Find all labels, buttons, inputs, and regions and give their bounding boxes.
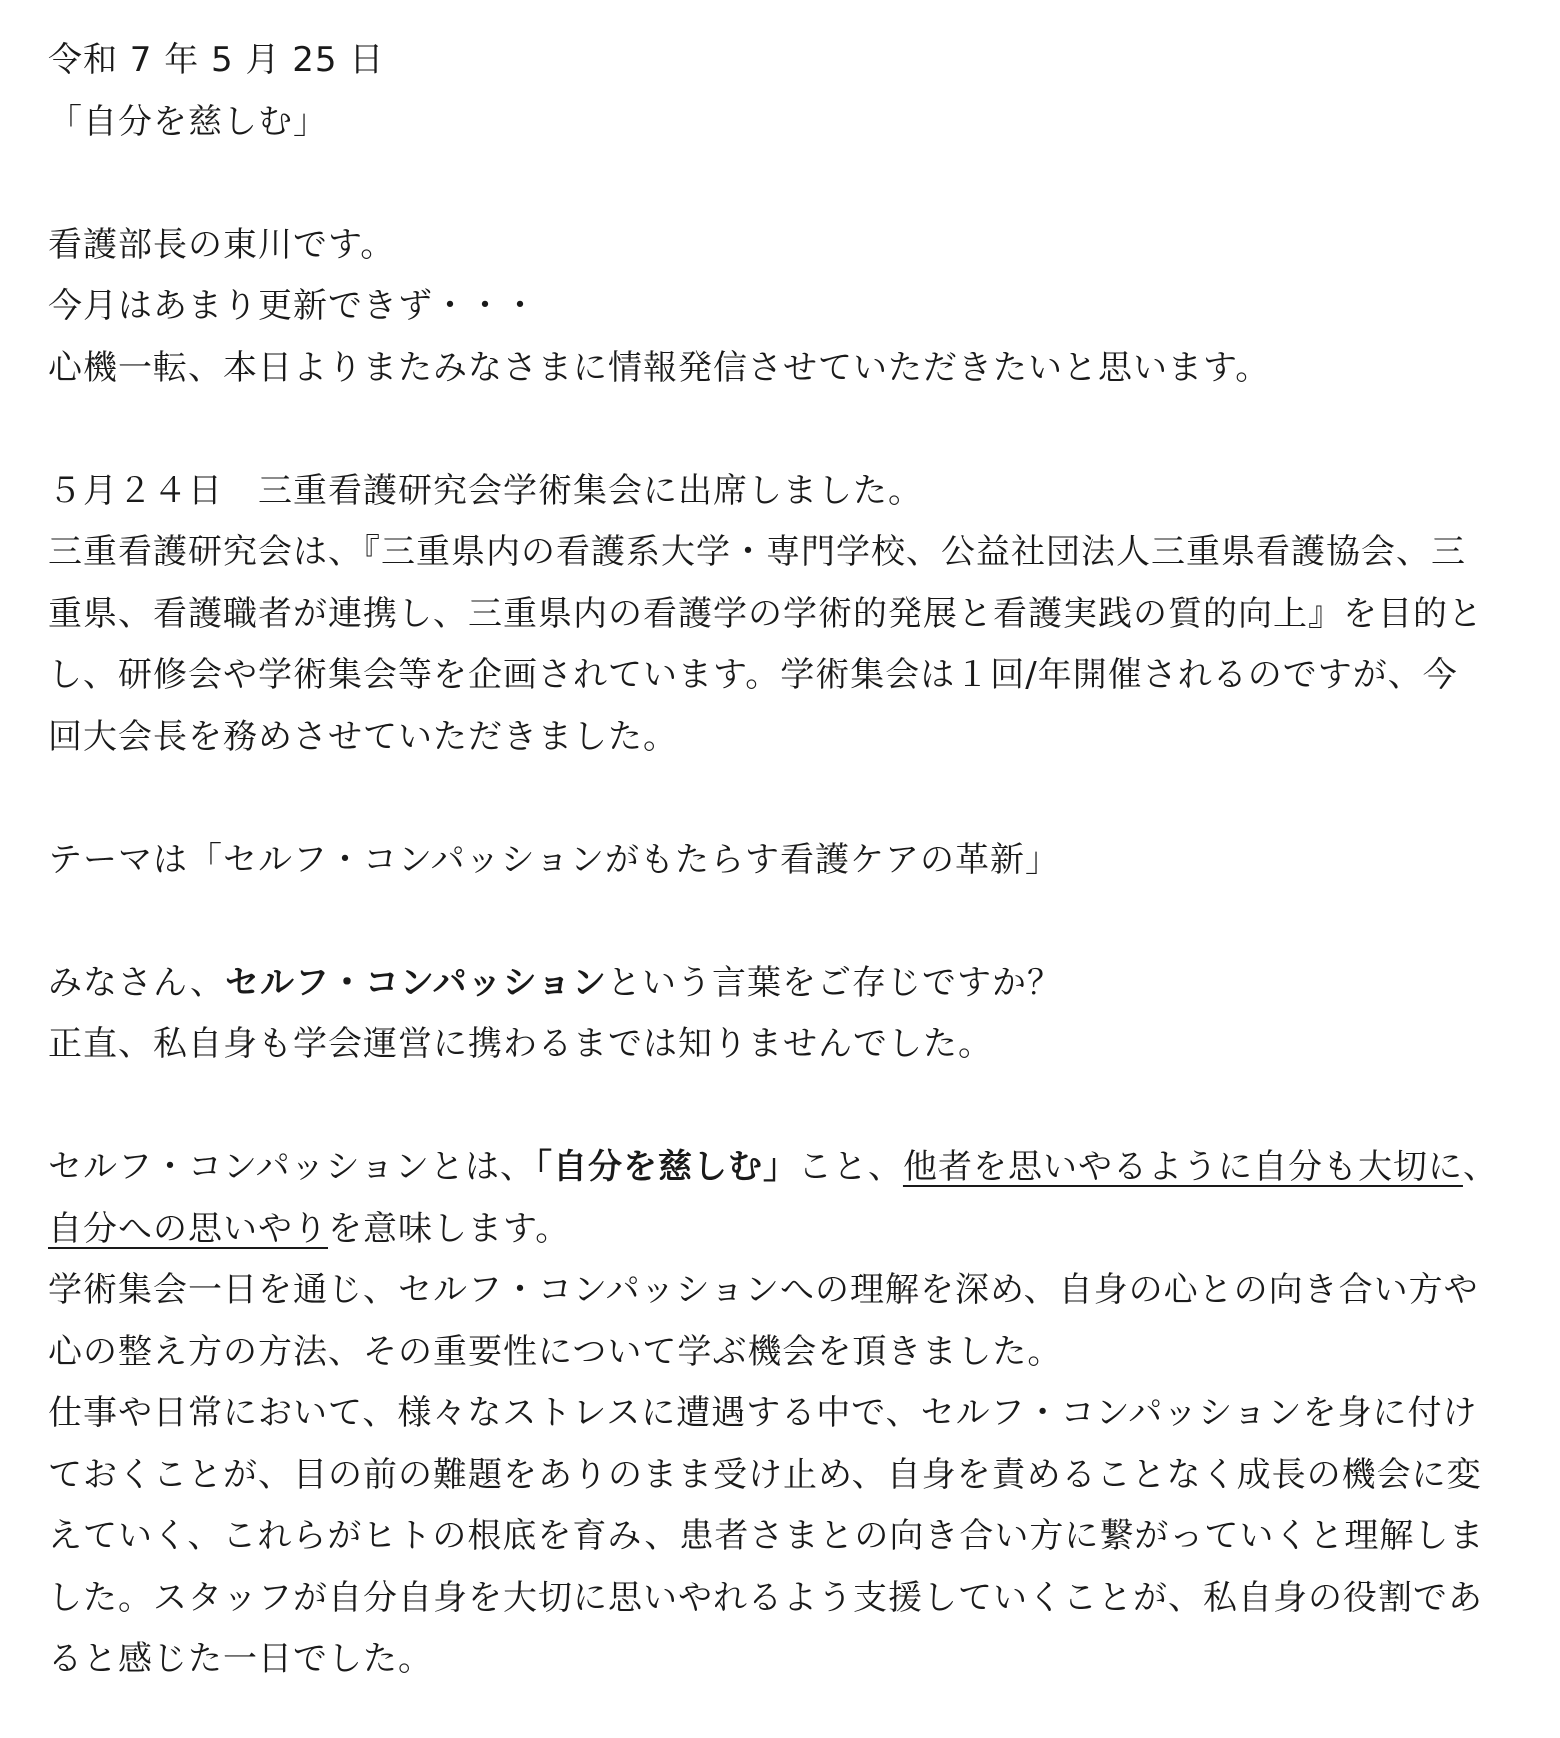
definition-text: セルフ・コンパッションとは、 — [48, 1147, 535, 1187]
intro-line: 心機一転、本日よりまたみなさまに情報発信させていただきたいと思います。 — [48, 347, 1271, 388]
blog-post — [48, 30, 1508, 1691]
definition-bold-term: 「自分を慈しむ」 — [534, 1147, 798, 1187]
honest-line: 正直、私自身も学会運営に携わるまでは知りませんでした。 — [48, 1024, 993, 1064]
definition-underline: 他者を思いやるように自分も大切に — [902, 1147, 1463, 1187]
definition-line — [48, 1137, 1508, 1199]
spacer — [48, 891, 1508, 953]
question-bold-term: セルフ・コンパッション — [225, 962, 607, 1003]
event-line: 回大会長を務めさせていただきました。 — [48, 716, 678, 757]
question-text: みなさん、 — [48, 962, 226, 1003]
definition-underline: 自分への思いやり — [48, 1208, 328, 1249]
closing-line: 仕事や日常において、様々なストレスに遭遇する中で、セルフ・コンパッションを身に付け — [48, 1393, 1478, 1433]
event-line: ５月２４日 三重看護研究会学術集会に出席しました。 — [48, 470, 923, 511]
definition-text: こと、 — [797, 1147, 903, 1187]
closing-line: ると感じた一日でした。 — [48, 1639, 433, 1679]
event-line: 三重看護研究会は、『三重県内の看護系大学・専門学校、公益社団法人三重県看護協会、三 — [48, 532, 1466, 572]
theme-line: テーマは「セルフ・コンパッションがもたらす看護ケアの革新」 — [48, 839, 1060, 880]
closing-line: 心の整え方の方法、その重要性について学ぶ機会を頂きました。 — [48, 1331, 1063, 1372]
spacer — [48, 399, 1508, 461]
closing-line: ておくことが、目の前の難題をありのまま受け止め、自身を責めることなく成長の機会に変 — [48, 1454, 1482, 1495]
event-line: し、研修会や学術集会等を企画されています。学術集会は１回/年開催されるのですが、今 — [48, 655, 1458, 695]
event-line: 重県、看護職者が連携し、三重県内の看護学の学術的発展と看護実践の質的向上』を目的と — [48, 593, 1483, 634]
post-title: 「自分を慈しむ」 — [48, 101, 328, 142]
definition-text: 、 — [1462, 1147, 1498, 1187]
spacer — [48, 768, 1508, 830]
definition-line — [48, 1199, 1508, 1261]
intro-line: 今月はあまり更新できず・・・ — [48, 286, 538, 326]
closing-line: 学術集会一日を通じ、セルフ・コンパッションへの理解を深め、自身の心との向き合い方や — [48, 1270, 1479, 1310]
question-line — [48, 953, 1508, 1015]
intro-line: 看護部長の東川です。 — [48, 224, 396, 265]
spacer — [48, 153, 1508, 215]
closing-line: した。スタッフが自分自身を大切に思いやれるよう支援していくことが、私自身の役割であ — [48, 1577, 1483, 1618]
post-date: 令和 7 年 5 月 25 日 — [48, 40, 385, 80]
question-text: という言葉をご存じですか？ — [607, 962, 1062, 1003]
spacer — [48, 1076, 1508, 1138]
definition-text: を意味します。 — [328, 1208, 571, 1249]
closing-line: えていく、これらがヒトの根底を育み、患者さまとの向き合い方に繋がっていくと理解しま — [48, 1516, 1485, 1556]
